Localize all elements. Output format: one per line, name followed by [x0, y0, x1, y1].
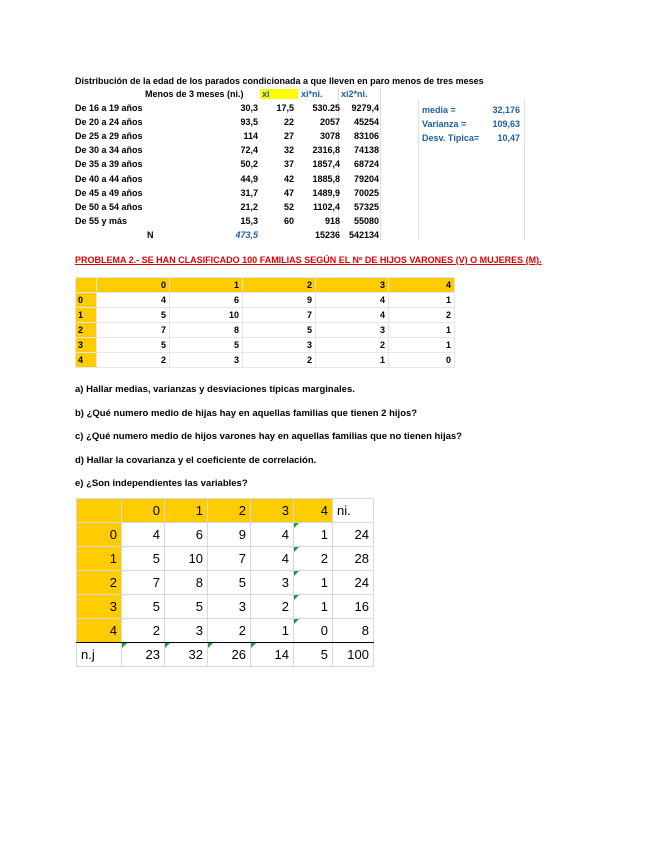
question-e: e) ¿Son independientes las variables? [75, 478, 248, 489]
t2-row-label: 2 [76, 323, 97, 338]
t2-col-4: 4 [389, 278, 455, 293]
t3-row-total: 16 [333, 595, 374, 619]
t3-col-0: 0 [122, 499, 165, 523]
table-row [77, 595, 374, 619]
t2-cell: 5 [243, 323, 316, 338]
section1-cell-xini: 2057 [319, 117, 340, 128]
t3-cell: 5 [165, 595, 208, 619]
t3-row-total: 24 [333, 571, 374, 595]
t2-row-label: 0 [76, 293, 97, 308]
t3-cell: 1 [294, 523, 333, 547]
t3-cell: 6 [165, 523, 208, 547]
t3-cell: 0 [294, 619, 333, 643]
t3-nj-2: 26 [208, 643, 251, 667]
section1-cell-xi2ni: 55080 [353, 215, 379, 226]
question-c: c) ¿Qué numero medio de hijos varones hay en aquellas familias que no tienen hijas? [75, 431, 462, 442]
section1-cell-xi2ni: 83106 [353, 131, 379, 142]
t3-cell: 10 [165, 547, 208, 571]
total-xini: 15236 [314, 230, 340, 240]
t3-cell: 7 [208, 547, 251, 571]
section1-cell-xi: 37 [283, 159, 294, 170]
section1-cell-label: De 55 y más [75, 215, 128, 226]
section1-cell-xi: 47 [283, 187, 294, 198]
section1-cell-xini: 1102,4 [312, 201, 340, 212]
t3-nj-label: n.j [77, 643, 122, 667]
stat-media-label: media = [422, 105, 456, 115]
t3-nj-3: 14 [251, 643, 294, 667]
section1-cell-label: De 20 a 24 años [75, 117, 143, 128]
section1-cell-xini: 2316,8 [312, 145, 340, 156]
t3-row-label: 1 [77, 547, 122, 571]
t2-cell: 1 [389, 293, 455, 308]
t3-cell: 1 [294, 595, 333, 619]
t2-cell: 6 [170, 293, 243, 308]
t2-cell: 4 [316, 308, 389, 323]
t2-row-label: 1 [76, 308, 97, 323]
t3-nj-0: 23 [122, 643, 165, 667]
t2-col-3: 3 [316, 278, 389, 293]
section1-cell-xi: 32 [283, 145, 294, 156]
section1-cell-xi2ni: 9279,4 [351, 103, 379, 113]
section1-cell-xini: 3078 [319, 131, 340, 142]
section1-cell-xini: 1885,8 [312, 173, 340, 184]
section1-row [75, 103, 415, 117]
t2-cell: 2 [389, 308, 455, 323]
t2-cell: 0 [389, 353, 455, 368]
t2-cell: 3 [243, 338, 316, 353]
section1-row [75, 159, 415, 173]
section1-cell-label: De 45 a 49 años [75, 187, 143, 198]
t3-ni-header: ni. [333, 499, 374, 523]
t2-cell: 3 [316, 323, 389, 338]
section1-cell-xi: 52 [283, 201, 294, 212]
section1-cell-xi2ni: 45254 [353, 117, 379, 128]
t2-cell: 1 [316, 353, 389, 368]
t3-row-label: 0 [77, 523, 122, 547]
total-label: N [147, 230, 154, 240]
t2-col-0: 0 [97, 278, 170, 293]
section1-cell-ni: 31,7 [240, 187, 258, 198]
t3-cell: 3 [165, 619, 208, 643]
t3-cell: 9 [208, 523, 251, 547]
section1-cell-xi2ni: 68724 [353, 159, 379, 170]
t2-cell: 3 [170, 353, 243, 368]
section1-cell-ni: 114 [243, 131, 258, 142]
stat-desv-value: 10,47 [497, 133, 520, 143]
section1-cell-label: De 30 a 34 años [75, 145, 143, 156]
t2-cell: 2 [316, 338, 389, 353]
table-row [77, 523, 374, 547]
t3-col-2: 2 [208, 499, 251, 523]
stat-media-value: 32,176 [492, 105, 520, 115]
question-d: d) Hallar la covarianza y el coeficiente de correlación. [75, 455, 317, 466]
t3-col-1: 1 [165, 499, 208, 523]
section1-cell-xi2ni: 74138 [353, 145, 379, 156]
section1-cell-ni: 15,3 [240, 215, 258, 226]
section1-cell-xini: 530.25 [312, 103, 340, 113]
t3-cell: 2 [208, 619, 251, 643]
total-xi2ni: 542134 [348, 230, 379, 240]
problem2-title: PROBLEMA 2.- SE HAN CLASIFICADO 100 FAMILIAS SEGÚN EL Nº DE HIJOS VARONES (V) O MUJERES (M). [75, 255, 542, 265]
t3-row-label: 3 [77, 595, 122, 619]
t3-nj-4: 5 [294, 643, 333, 667]
section1-row [75, 216, 415, 230]
t3-cell: 4 [251, 547, 294, 571]
col-header-xi: xi [260, 89, 298, 99]
table-row [76, 338, 455, 353]
t3-cell: 2 [122, 619, 165, 643]
t2-cell: 4 [97, 293, 170, 308]
section1-row [75, 202, 415, 216]
t3-cell: 5 [122, 547, 165, 571]
table-row [76, 353, 455, 368]
section1-cell-ni: 50,2 [240, 159, 258, 170]
section1-row [75, 117, 415, 131]
t2-col-1: 1 [170, 278, 243, 293]
stat-varianza-value: 109,63 [492, 119, 520, 129]
stat-varianza-label: Varianza = [422, 119, 467, 129]
t3-cell: 4 [122, 523, 165, 547]
table-row [76, 323, 455, 338]
t3-cell: 3 [251, 571, 294, 595]
table-row [77, 571, 374, 595]
section1-cell-xi: 22 [283, 117, 294, 128]
frequency-table [76, 498, 374, 667]
t3-cell: 5 [208, 571, 251, 595]
t3-col-3: 3 [251, 499, 294, 523]
section1-cell-ni: 72,4 [240, 145, 258, 156]
t3-cell: 2 [251, 595, 294, 619]
t3-row-total: 8 [333, 619, 374, 643]
col-header-xi2ni: xi2*ni. [341, 89, 368, 99]
section1-cell-label: De 50 a 54 años [75, 201, 143, 212]
section1-cell-label: De 16 a 19 años [75, 103, 143, 113]
t3-cell: 3 [208, 595, 251, 619]
section1-cell-xi2ni: 79204 [353, 173, 379, 184]
t2-cell: 10 [170, 308, 243, 323]
col-header-xini: xi*ni. [301, 89, 323, 99]
t3-col-4: 4 [294, 499, 333, 523]
section1-row [75, 174, 415, 188]
t3-row-label: 4 [77, 619, 122, 643]
t3-row-total: 24 [333, 523, 374, 547]
t2-cell: 4 [316, 293, 389, 308]
t3-cell: 8 [165, 571, 208, 595]
t2-cell: 2 [243, 353, 316, 368]
section1-cell-label: De 25 a 29 años [75, 131, 143, 142]
t3-cell: 2 [294, 547, 333, 571]
section1-cell-ni: 30,3 [240, 103, 258, 113]
section1-cell-ni: 93,5 [240, 117, 258, 128]
t2-row-label: 4 [76, 353, 97, 368]
t2-cell: 5 [97, 308, 170, 323]
stat-desv-label: Desv. Típica= [422, 133, 480, 143]
section1-cell-xi2ni: 70025 [353, 187, 379, 198]
section1-cell-xi: 60 [283, 215, 294, 226]
table-row [76, 293, 455, 308]
section1-cell-xini: 1489,9 [312, 187, 340, 198]
section1-cell-xini: 918 [324, 215, 340, 226]
t3-cell: 7 [122, 571, 165, 595]
t3-row-total: 28 [333, 547, 374, 571]
t2-cell: 5 [170, 338, 243, 353]
section1-cell-xi2ni: 57325 [353, 201, 379, 212]
t2-cell: 5 [97, 338, 170, 353]
section1-cell-xini: 1857,4 [312, 159, 340, 170]
question-b: b) ¿Qué numero medio de hijas hay en aquellas familias que tienen 2 hijos? [75, 408, 418, 419]
t3-cell: 4 [251, 523, 294, 547]
section1-cell-xi: 42 [283, 173, 294, 184]
t3-cell: 5 [122, 595, 165, 619]
section1-row [75, 188, 415, 202]
t2-col-2: 2 [243, 278, 316, 293]
section1-row [75, 131, 415, 145]
t2-cell: 1 [389, 323, 455, 338]
section1-cell-xi: 17,5 [276, 103, 294, 113]
t3-cell: 1 [294, 571, 333, 595]
section1-row [75, 145, 415, 159]
question-a: a) Hallar medias, varianzas y desviaciones típicas marginales. [75, 384, 355, 395]
problem2-table [75, 277, 455, 368]
section1-cell-label: De 35 a 39 años [75, 159, 143, 170]
table-row [76, 308, 455, 323]
total-ni: 473,5 [235, 230, 258, 240]
section1-title: Distribución de la edad de los parados condicionada a que lleven en paro menos de tres meses [75, 76, 484, 86]
section1-cell-ni: 21,2 [240, 201, 258, 212]
table-row [77, 547, 374, 571]
t2-cell: 8 [170, 323, 243, 338]
section1-cell-ni: 44,9 [240, 173, 258, 184]
t3-row-label: 2 [77, 571, 122, 595]
section1-cell-label: De 40 a 44 años [75, 173, 143, 184]
t3-total: 100 [333, 643, 374, 667]
section1-cell-xi: 27 [283, 131, 294, 142]
t2-cell: 7 [243, 308, 316, 323]
t2-cell: 9 [243, 293, 316, 308]
t2-row-label: 3 [76, 338, 97, 353]
t3-cell: 1 [251, 619, 294, 643]
t3-nj-1: 32 [165, 643, 208, 667]
col-header-ni: Menos de 3 meses (ni.) [145, 89, 244, 99]
t2-cell: 7 [97, 323, 170, 338]
table-row [77, 619, 374, 643]
t2-cell: 2 [97, 353, 170, 368]
t2-cell: 1 [389, 338, 455, 353]
